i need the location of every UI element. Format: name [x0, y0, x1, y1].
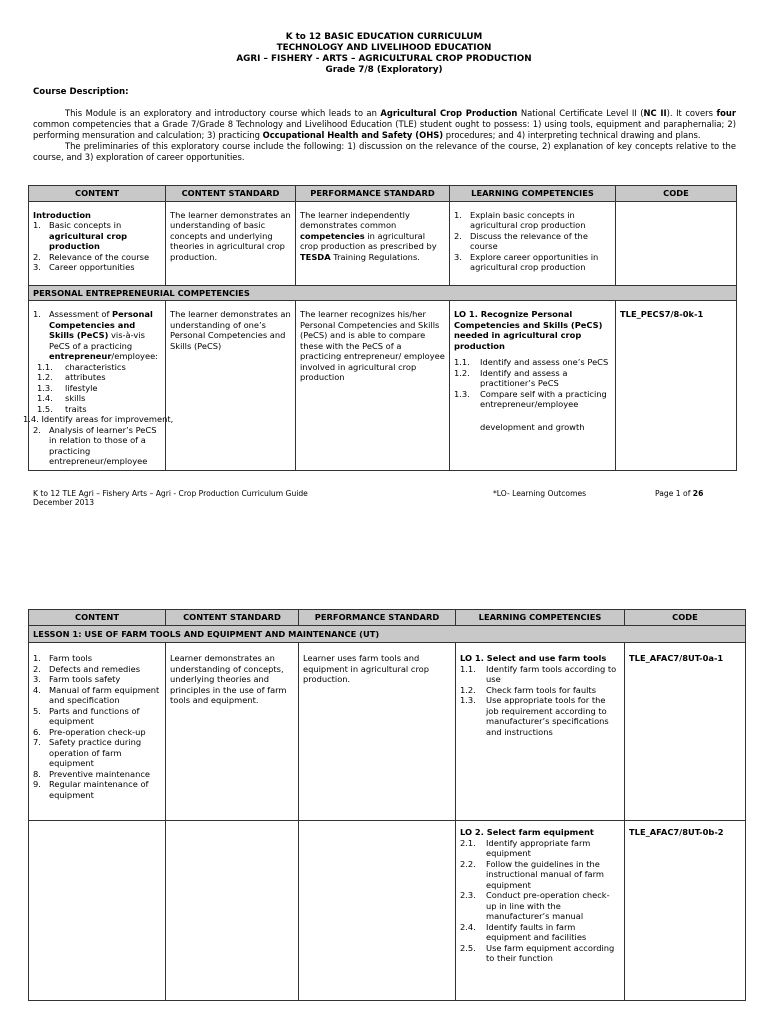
code-cell	[616, 201, 737, 285]
table-row	[29, 201, 737, 285]
performance-standard-cell: The learner independently demonstrates common competencies in agricultural crop production as prescribed by TESDA Training Regulations.	[296, 201, 450, 285]
list-item: 6. Pre-operation check-up	[33, 726, 146, 737]
code-cell	[625, 821, 746, 1001]
list-item: 2. Relevance of the course	[33, 251, 150, 262]
footer-left: K to 12 TLE Agri – Fishery Arts – Agri - Crop Production Curriculum Guide December 2013	[33, 489, 308, 507]
list-item: 5. Parts and functions of equipment	[33, 705, 140, 726]
table-row	[29, 301, 737, 471]
list-item: 3. Career opportunities	[33, 262, 135, 272]
learning-competencies-cell	[450, 301, 616, 471]
list-item: 9. Regular maintenance of equipment	[33, 779, 149, 800]
competency-code: TLE_AFAC7/8UT-0b-2	[629, 827, 724, 837]
content-standard-cell: The learner demonstrates an understanding of basic concepts and underlying theories in agricultural crop production.	[166, 201, 296, 285]
col-header-performance-standard: PERFORMANCE STANDARD	[299, 610, 456, 626]
course-description	[33, 108, 736, 163]
list-item: 2.2. Follow the guidelines in the instructional manual of farm equipment	[460, 858, 604, 890]
list-item: 2.5. Use farm equipment according to their function	[460, 942, 615, 963]
content-standard-cell: Learner demonstrates an understanding of concepts, underlying theories and principles in the use of farm tools and equipment.	[166, 643, 299, 821]
content-cell	[23, 301, 174, 471]
list-item: 1. Basic concepts in agricultural crop production	[33, 220, 128, 251]
list-item: 2. Discuss the relevance of the course	[454, 230, 588, 251]
course-description-paragraph-2: The preliminaries of this exploratory course include the following: 1) discussion on the relevance of the course, 2) explanation of key concepts relative to the course, and 3) exploration of career opportunities.	[33, 141, 736, 162]
col-header-content-standard: CONTENT STANDARD	[166, 610, 299, 626]
course-description-paragraph-1: This Module is an exploratory and introductory course which leads to an Agricultural Crop Production National Certificate Level II (NC II). It covers four common competencies that a Grade 7/Grade 8 Technology and Livelihood Education (TLE) student ought to possess: 1) using tools, equipment and paraphernalia; 2) performing mensuration and calculation; 3) practicing Occupational Health and Safety (OHS) procedures; and 4) interpreting technical drawing and plans.	[33, 108, 736, 140]
learning-competencies-cell	[456, 643, 625, 821]
list-item: 3. Explore career opportunities in agricultural crop production	[454, 251, 599, 272]
table-row	[29, 643, 746, 821]
list-item: 4. Manual of farm equipment and specification	[33, 684, 160, 705]
learning-outcome-title: LO 1. Recognize Personal Competencies and Skills (PeCS) needed in agricultural crop production	[454, 309, 603, 351]
performance-standard-cell: Learner uses farm tools and equipment in agricultural crop production.	[299, 643, 456, 821]
list-item: 1.3. Use appropriate tools for the job requirement according to manufacturer’s specifications and instructions	[460, 695, 609, 737]
list-item: 1.1. Identify and assess one’s PeCS	[454, 357, 609, 367]
code-cell	[616, 301, 737, 471]
doc-title-line3: AGRI – FISHERY - ARTS – AGRICULTURAL CROP PRODUCTION	[236, 54, 532, 64]
table-header-row	[29, 186, 737, 202]
col-header-content: CONTENT	[29, 610, 166, 626]
table-header-row	[29, 610, 746, 626]
intro-title: Introduction	[33, 209, 91, 220]
list-item: 1. Explain basic concepts in agricultural crop production	[454, 209, 586, 230]
list-item: 1. Assessment of Personal Competencies and Skills (PeCS) vis-à-vis PeCS of a practicing entrepreneur/employee:	[33, 309, 158, 361]
content-standard-cell: The learner demonstrates an understanding of one’s Personal Competencies and Skills (PeCS)	[166, 301, 296, 471]
list-item: 1.2. Check farm tools for faults	[460, 684, 597, 695]
list-item: 1.1. Identify farm tools according to use	[460, 663, 617, 684]
list-item: 7. Safety practice during operation of farm equipment	[33, 737, 142, 768]
learning-outcome-title: LO 2. Select farm equipment	[460, 827, 594, 837]
list-item: 1.4. Identify areas for improvement,	[23, 414, 174, 424]
performance-standard-cell: The learner recognizes his/her Personal Competencies and Skills (PeCS) and is able to compare these with the PeCS of a practicing entrepreneur/ employee involved in agricultural crop production	[296, 301, 450, 471]
list-item: 2.3. Conduct pre-operation check-up in line with the manufacturer’s manual	[460, 890, 610, 921]
col-header-performance-standard: PERFORMANCE STANDARD	[296, 186, 450, 202]
list-item: 1.2. Identify and assess a practitioner’s PeCS	[454, 367, 568, 388]
content-cell	[29, 643, 166, 821]
curriculum-table-1	[23, 185, 737, 471]
list-item: 2. Analysis of learner’s PeCS in relation to those of a practicing entrepreneur/employee	[33, 424, 157, 466]
col-header-code: CODE	[616, 186, 737, 202]
col-header-learning-competencies: LEARNING COMPETENCIES	[450, 186, 616, 202]
list-item: 3. Farm tools safety	[33, 674, 121, 684]
sub-list-item: 1.5. traits	[37, 403, 87, 414]
table-row	[29, 821, 746, 1001]
performance-standard-cell	[299, 821, 456, 1001]
section-row	[29, 285, 737, 301]
list-item: 2.1. Identify appropriate farm equipment	[460, 837, 591, 858]
col-header-content: CONTENT	[29, 186, 166, 202]
content-cell	[29, 821, 166, 1001]
sub-list-item: 1.4. skills	[37, 393, 86, 403]
learning-outcome-title: LO 1. Select and use farm tools	[460, 653, 607, 663]
section-title: PERSONAL ENTREPRENEURIAL COMPETENCIES	[29, 285, 737, 301]
learning-competencies-cell	[456, 821, 625, 1001]
doc-title-line4: Grade 7/8 (Exploratory)	[325, 65, 443, 75]
course-description-heading: Course Description:	[33, 87, 129, 97]
list-item: 1. Farm tools	[33, 653, 93, 663]
competency-code: TLE_PECS7/8-0k-1	[620, 309, 704, 319]
col-header-content-standard: CONTENT STANDARD	[166, 186, 296, 202]
curriculum-table-2	[28, 609, 746, 1001]
section-row	[29, 625, 746, 643]
code-cell	[625, 643, 746, 821]
list-item: 2.4. Identify faults in farm equipment and facilities	[460, 921, 587, 942]
sub-list-item: 1.3. lifestyle	[37, 382, 98, 393]
doc-title-line2: TECHNOLOGY AND LIVELIHOOD EDUCATION	[276, 43, 492, 53]
list-item: 1.3. Compare self with a practicing entrepreneur/employee	[454, 388, 607, 409]
list-item: 8. Preventive maintenance	[33, 768, 151, 779]
col-header-learning-competencies: LEARNING COMPETENCIES	[456, 610, 625, 626]
content-cell	[29, 201, 166, 285]
content-standard-cell	[166, 821, 299, 1001]
sub-list-item: 1.2. attributes	[37, 372, 106, 382]
doc-title-line1: K to 12 BASIC EDUCATION CURRICULUM	[285, 32, 483, 42]
footer-page-number: Page 1 of 26	[655, 489, 704, 498]
list-item-continuation: development and growth	[480, 421, 585, 432]
footer-note: *LO- Learning Outcomes	[493, 489, 587, 498]
sub-list-item: 1.1. characteristics	[37, 361, 126, 372]
col-header-code: CODE	[625, 610, 746, 626]
section-title: LESSON 1: USE OF FARM TOOLS AND EQUIPMENT AND MAINTENANCE (UT)	[29, 625, 746, 643]
learning-competencies-cell	[450, 201, 616, 285]
list-item: 2. Defects and remedies	[33, 663, 141, 674]
competency-code: TLE_AFAC7/8UT-0a-1	[629, 653, 724, 663]
